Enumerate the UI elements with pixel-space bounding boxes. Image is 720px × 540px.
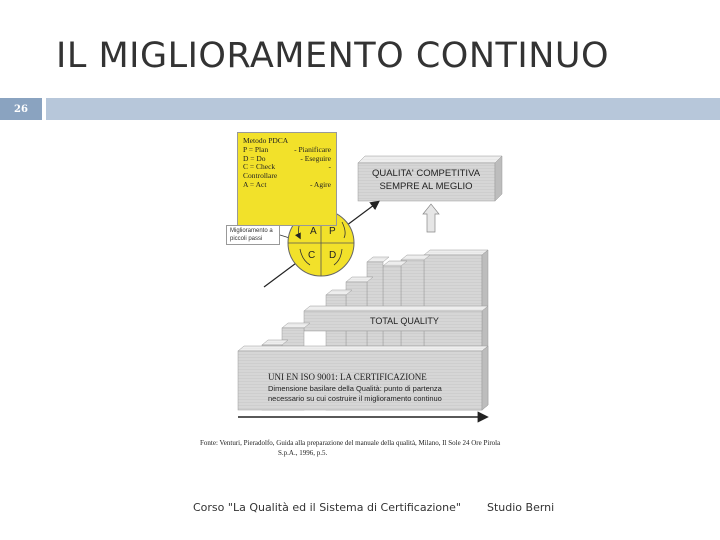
pdca-legend-value: - Pianificare [294,144,331,154]
small-steps-callout: Miglioramento a piccoli passi [226,225,280,245]
pdca-legend-key: P = Plan [243,144,269,154]
footer-studio: Studio Berni [487,501,555,514]
up-arrow-icon [423,204,439,232]
pdca-legend-value: - [328,162,331,172]
wheel-label-p: P [329,226,336,237]
top-block-line1: QUALITA' COMPETITIVA [371,168,481,179]
caption-line2: S.p.A., 1996, p.5. [278,449,328,457]
top-block-line2: SEMPRE AL MEGLIO [379,181,473,192]
stair-step [424,250,488,255]
base-block-line1: UNI EN ISO 9001: LA CERTIFICAZIONE [268,372,427,382]
pdca-legend-key: A = Act [243,179,267,189]
pdca-legend-key: Controllare [243,171,278,181]
pdca-legend-key: D = Do [243,153,266,163]
wheel-label-c: C [308,250,316,261]
total-quality-label: TOTAL QUALITY [370,316,439,326]
pdca-legend-value: - Agire [309,179,331,189]
figure-caption [200,438,530,458]
base-block-line2: Dimensione basilare della Qualità: punto di partenza [268,384,442,393]
caption-line1: Fonte: Venturi, Pieradolfo, Guida alla preparazione del manuale della qualità, Milano, Il Sole 24 Ore Pirola [200,439,501,447]
pdca-legend-value: - Eseguire [300,153,331,163]
slide-title: IL MIGLIORAMENTO CONTINUO [56,36,610,76]
base-block-line3: necessario su cui costruire il miglioramento continuo [268,394,442,403]
footer-course: Corso "La Qualità ed il Sistema di Certificazione" [193,501,461,514]
wheel-label-a: A [310,226,317,237]
pdca-legend-heading: Metodo PDCA [243,136,289,145]
wheel-label-d: D [329,250,337,261]
slide-number: 26 [0,98,42,120]
pdca-legend-key: C = Check [243,162,276,172]
pdca-legend-box [237,132,337,226]
